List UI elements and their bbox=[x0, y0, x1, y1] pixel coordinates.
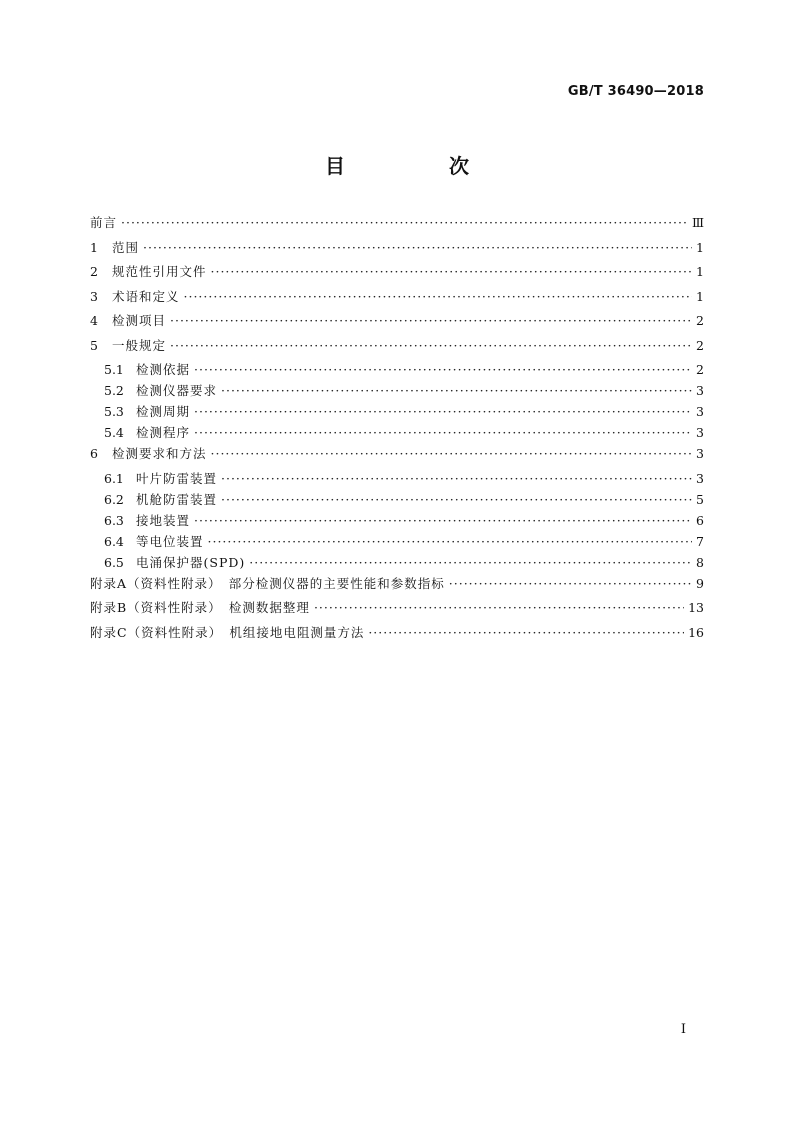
toc-entry-page: 7 bbox=[696, 533, 704, 549]
toc-entry-label: 范围 bbox=[112, 239, 140, 255]
toc-entry-label: 规范性引用文件 bbox=[112, 264, 207, 279]
toc-dot-leader bbox=[194, 426, 692, 440]
toc-dot-leader bbox=[449, 577, 692, 591]
toc-dot-leader bbox=[143, 241, 692, 255]
toc-entry-label: 前言 bbox=[90, 215, 118, 230]
toc-entry[interactable] bbox=[90, 601, 704, 626]
toc-entry[interactable] bbox=[90, 577, 704, 602]
toc-entry-page: 3 bbox=[696, 383, 704, 398]
toc-entry[interactable] bbox=[90, 535, 704, 556]
toc-entry-page: 8 bbox=[696, 554, 704, 570]
toc-entry-page: 6 bbox=[696, 512, 704, 528]
toc-entry-label: 一般规定 bbox=[112, 337, 167, 353]
toc-entry[interactable] bbox=[90, 314, 704, 339]
toc-entry-number: 5.3 bbox=[104, 404, 124, 419]
toc-entry[interactable] bbox=[90, 290, 704, 315]
toc-entry[interactable] bbox=[90, 426, 704, 447]
table-of-contents bbox=[90, 216, 704, 650]
toc-entry-label: 检测程序 bbox=[136, 425, 191, 440]
toc-dot-leader bbox=[368, 626, 684, 640]
toc-entry[interactable] bbox=[90, 363, 704, 384]
toc-dot-leader bbox=[221, 493, 692, 507]
toc-entry[interactable] bbox=[90, 384, 704, 405]
toc-entry-number: 3 bbox=[90, 288, 98, 304]
toc-entry-number: 5 bbox=[90, 337, 98, 353]
page-number: I bbox=[680, 1022, 686, 1037]
toc-dot-leader bbox=[194, 363, 692, 377]
standard-code: GB/T 36490—2018 bbox=[567, 84, 704, 99]
toc-entry-label: 机舱防雷装置 bbox=[136, 491, 218, 507]
toc-entry-number: 1 bbox=[90, 239, 98, 255]
toc-entry-label: 叶片防雷装置 bbox=[136, 470, 218, 486]
toc-dot-leader bbox=[211, 265, 693, 279]
toc-dot-leader bbox=[249, 556, 692, 570]
toc-entry-page: 16 bbox=[688, 624, 704, 640]
toc-dot-leader bbox=[121, 216, 688, 230]
toc-entry-page: Ⅲ bbox=[691, 215, 704, 230]
toc-entry[interactable] bbox=[90, 493, 704, 514]
toc-entry-page: 2 bbox=[696, 337, 704, 353]
toc-dot-leader bbox=[170, 314, 692, 328]
toc-entry[interactable] bbox=[90, 405, 704, 426]
toc-entry-label: 附录A（资料性附录） 部分检测仪器的主要性能和参数指标 bbox=[90, 575, 445, 591]
toc-entry-label: 附录B（资料性附录） 检测数据整理 bbox=[90, 600, 310, 615]
toc-entry[interactable] bbox=[90, 241, 704, 266]
toc-dot-leader bbox=[194, 514, 692, 528]
toc-entry-label: 检测依据 bbox=[136, 362, 191, 377]
toc-entry-page: 1 bbox=[696, 288, 704, 304]
toc-entry-number: 6.4 bbox=[104, 533, 124, 549]
toc-entry-page: 1 bbox=[696, 264, 704, 279]
toc-entry-number: 6.5 bbox=[104, 554, 124, 570]
toc-title: 目 次 bbox=[325, 154, 511, 178]
toc-entry-page: 9 bbox=[696, 575, 704, 591]
toc-entry-page: 2 bbox=[696, 313, 704, 328]
toc-entry[interactable] bbox=[90, 265, 704, 290]
toc-entry-label: 检测仪器要求 bbox=[136, 383, 218, 398]
toc-entry-label: 电涌保护器(SPD) bbox=[136, 554, 246, 570]
toc-entry-page: 2 bbox=[696, 362, 704, 377]
toc-entry-label: 检测要求和方法 bbox=[112, 446, 207, 461]
toc-dot-leader bbox=[208, 535, 693, 549]
toc-entry-page: 1 bbox=[696, 239, 704, 255]
toc-entry-page: 5 bbox=[696, 491, 704, 507]
toc-entry-label: 检测项目 bbox=[112, 313, 167, 328]
toc-entry-number: 4 bbox=[90, 313, 98, 328]
toc-entry[interactable] bbox=[90, 216, 704, 241]
toc-dot-leader bbox=[211, 447, 693, 461]
toc-entry[interactable] bbox=[90, 514, 704, 535]
toc-dot-leader bbox=[184, 290, 693, 304]
toc-entry-number: 6.2 bbox=[104, 491, 124, 507]
toc-entry-page: 3 bbox=[696, 425, 704, 440]
toc-entry-number: 6.3 bbox=[104, 512, 124, 528]
toc-entry-number: 5.1 bbox=[104, 362, 124, 377]
toc-entry[interactable] bbox=[90, 626, 704, 651]
toc-entry-number: 2 bbox=[90, 264, 98, 279]
toc-entry-number: 6 bbox=[90, 446, 98, 461]
toc-entry-number: 6.1 bbox=[104, 470, 124, 486]
toc-dot-leader bbox=[314, 601, 684, 615]
toc-entry-label: 等电位装置 bbox=[136, 533, 204, 549]
toc-entry-number: 5.2 bbox=[104, 383, 124, 398]
toc-entry-number: 5.4 bbox=[104, 425, 124, 440]
toc-dot-leader bbox=[194, 405, 692, 419]
toc-entry[interactable] bbox=[90, 556, 704, 577]
toc-entry-page: 3 bbox=[696, 404, 704, 419]
toc-entry-label: 附录C（资料性附录） 机组接地电阻测量方法 bbox=[90, 624, 365, 640]
toc-entry-label: 检测周期 bbox=[136, 404, 191, 419]
toc-entry-label: 术语和定义 bbox=[112, 288, 180, 304]
toc-entry[interactable] bbox=[90, 339, 704, 364]
toc-entry[interactable] bbox=[90, 472, 704, 493]
toc-dot-leader bbox=[170, 339, 692, 353]
toc-dot-leader bbox=[221, 472, 692, 486]
toc-entry[interactable] bbox=[90, 447, 704, 472]
toc-dot-leader bbox=[221, 384, 692, 398]
toc-entry-label: 接地装置 bbox=[136, 512, 191, 528]
toc-entry-page: 3 bbox=[696, 446, 704, 461]
toc-entry-page: 3 bbox=[696, 470, 704, 486]
toc-entry-page: 13 bbox=[688, 600, 704, 615]
